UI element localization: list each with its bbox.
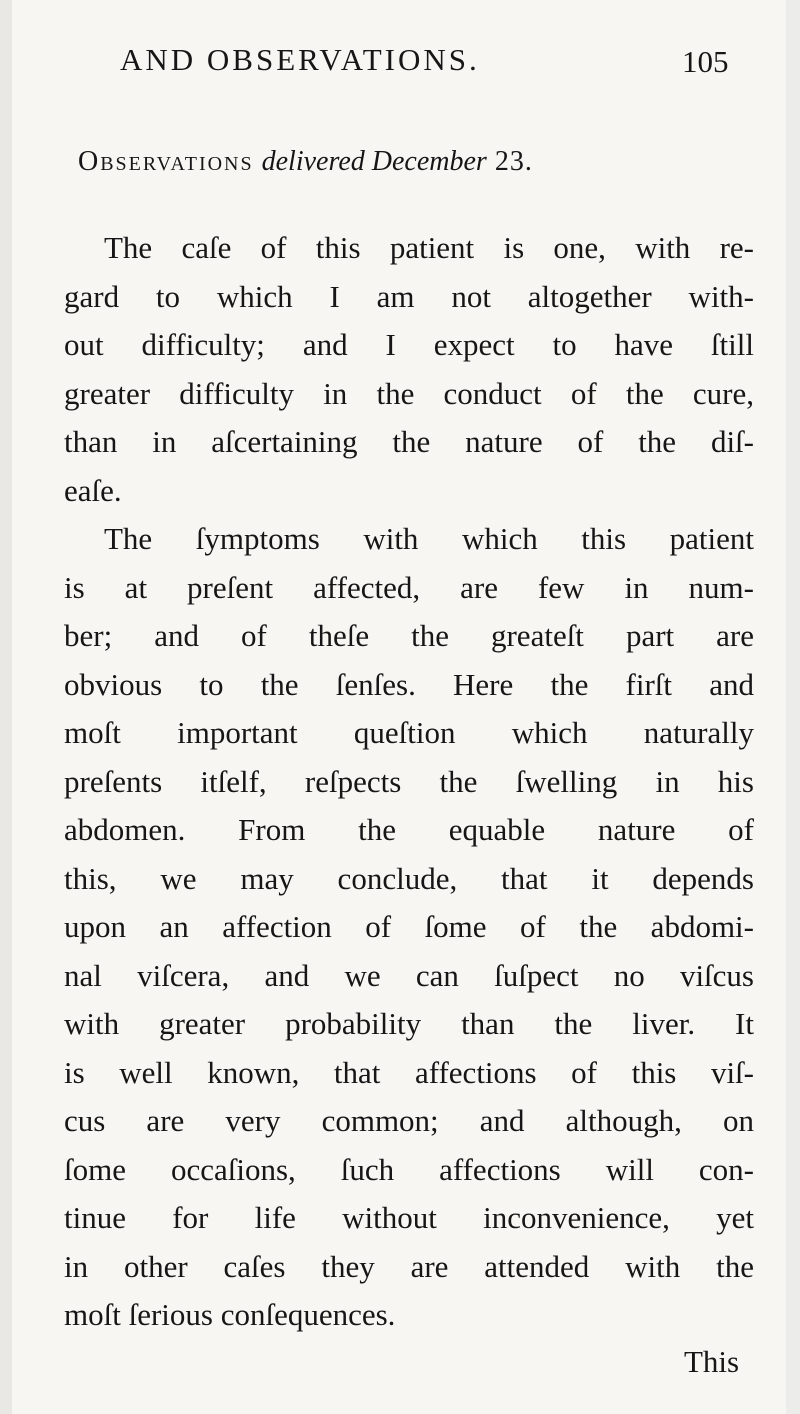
text-line: this, we may conclude, that it depends <box>64 860 754 896</box>
text-line: preſents itſelf, reſpects the ſwelling in his <box>64 763 754 799</box>
page-number: 105 <box>682 44 729 79</box>
text-line: obvious to the ſenſes. Here the firſt and <box>64 666 754 702</box>
text-line: moſt important queſtion which naturally <box>64 715 754 750</box>
text-line: nal viſcera, and we can ſuſpect no viſcus <box>64 957 754 993</box>
text-line: upon an affection of ſome of the abdomi- <box>64 909 754 944</box>
section-heading-italic: delivered December <box>261 146 487 177</box>
text-line: ber; and of theſe the greateſt part are <box>64 618 754 653</box>
text-line: out difficulty; and I expect to have ſtill <box>64 327 754 362</box>
text-line: gard to which I am not altogether with- <box>64 278 754 314</box>
section-heading-label: Observations <box>78 146 254 177</box>
text-line: moſt ſerious conſequences. <box>64 1297 396 1332</box>
text-line: eaſe. <box>64 472 122 508</box>
section-heading-number: 23. <box>494 146 533 177</box>
text-line: is at preſent affected, are few in num- <box>64 569 754 605</box>
text-line: in other caſes they are attended with the <box>64 1248 754 1284</box>
text-line: The caſe of this patient is one, with re- <box>104 230 754 265</box>
text-line: ſome occaſions, ſuch affections will con- <box>64 1151 754 1187</box>
body-text <box>64 224 754 1340</box>
running-head: AND OBSERVATIONS. <box>120 42 480 77</box>
paragraph-1 <box>64 224 754 515</box>
section-heading <box>78 146 533 178</box>
catchword: This <box>684 1344 740 1379</box>
text-line: with greater probability than the liver. It <box>64 1006 754 1041</box>
text-line: is well known, that affections of this viſ- <box>64 1054 754 1090</box>
text-line: The ſymptoms with which this patient <box>104 521 754 556</box>
text-line: cus are very common; and although, on <box>64 1103 754 1138</box>
text-line: greater difficulty in the conduct of the cure, <box>64 375 754 411</box>
paragraph-2 <box>64 515 754 1340</box>
text-line: abdomen. From the equable nature of <box>64 812 754 847</box>
text-line: tinue for life without inconvenience, yet <box>64 1200 754 1235</box>
text-line: than in aſcertaining the nature of the diſ- <box>64 424 754 459</box>
